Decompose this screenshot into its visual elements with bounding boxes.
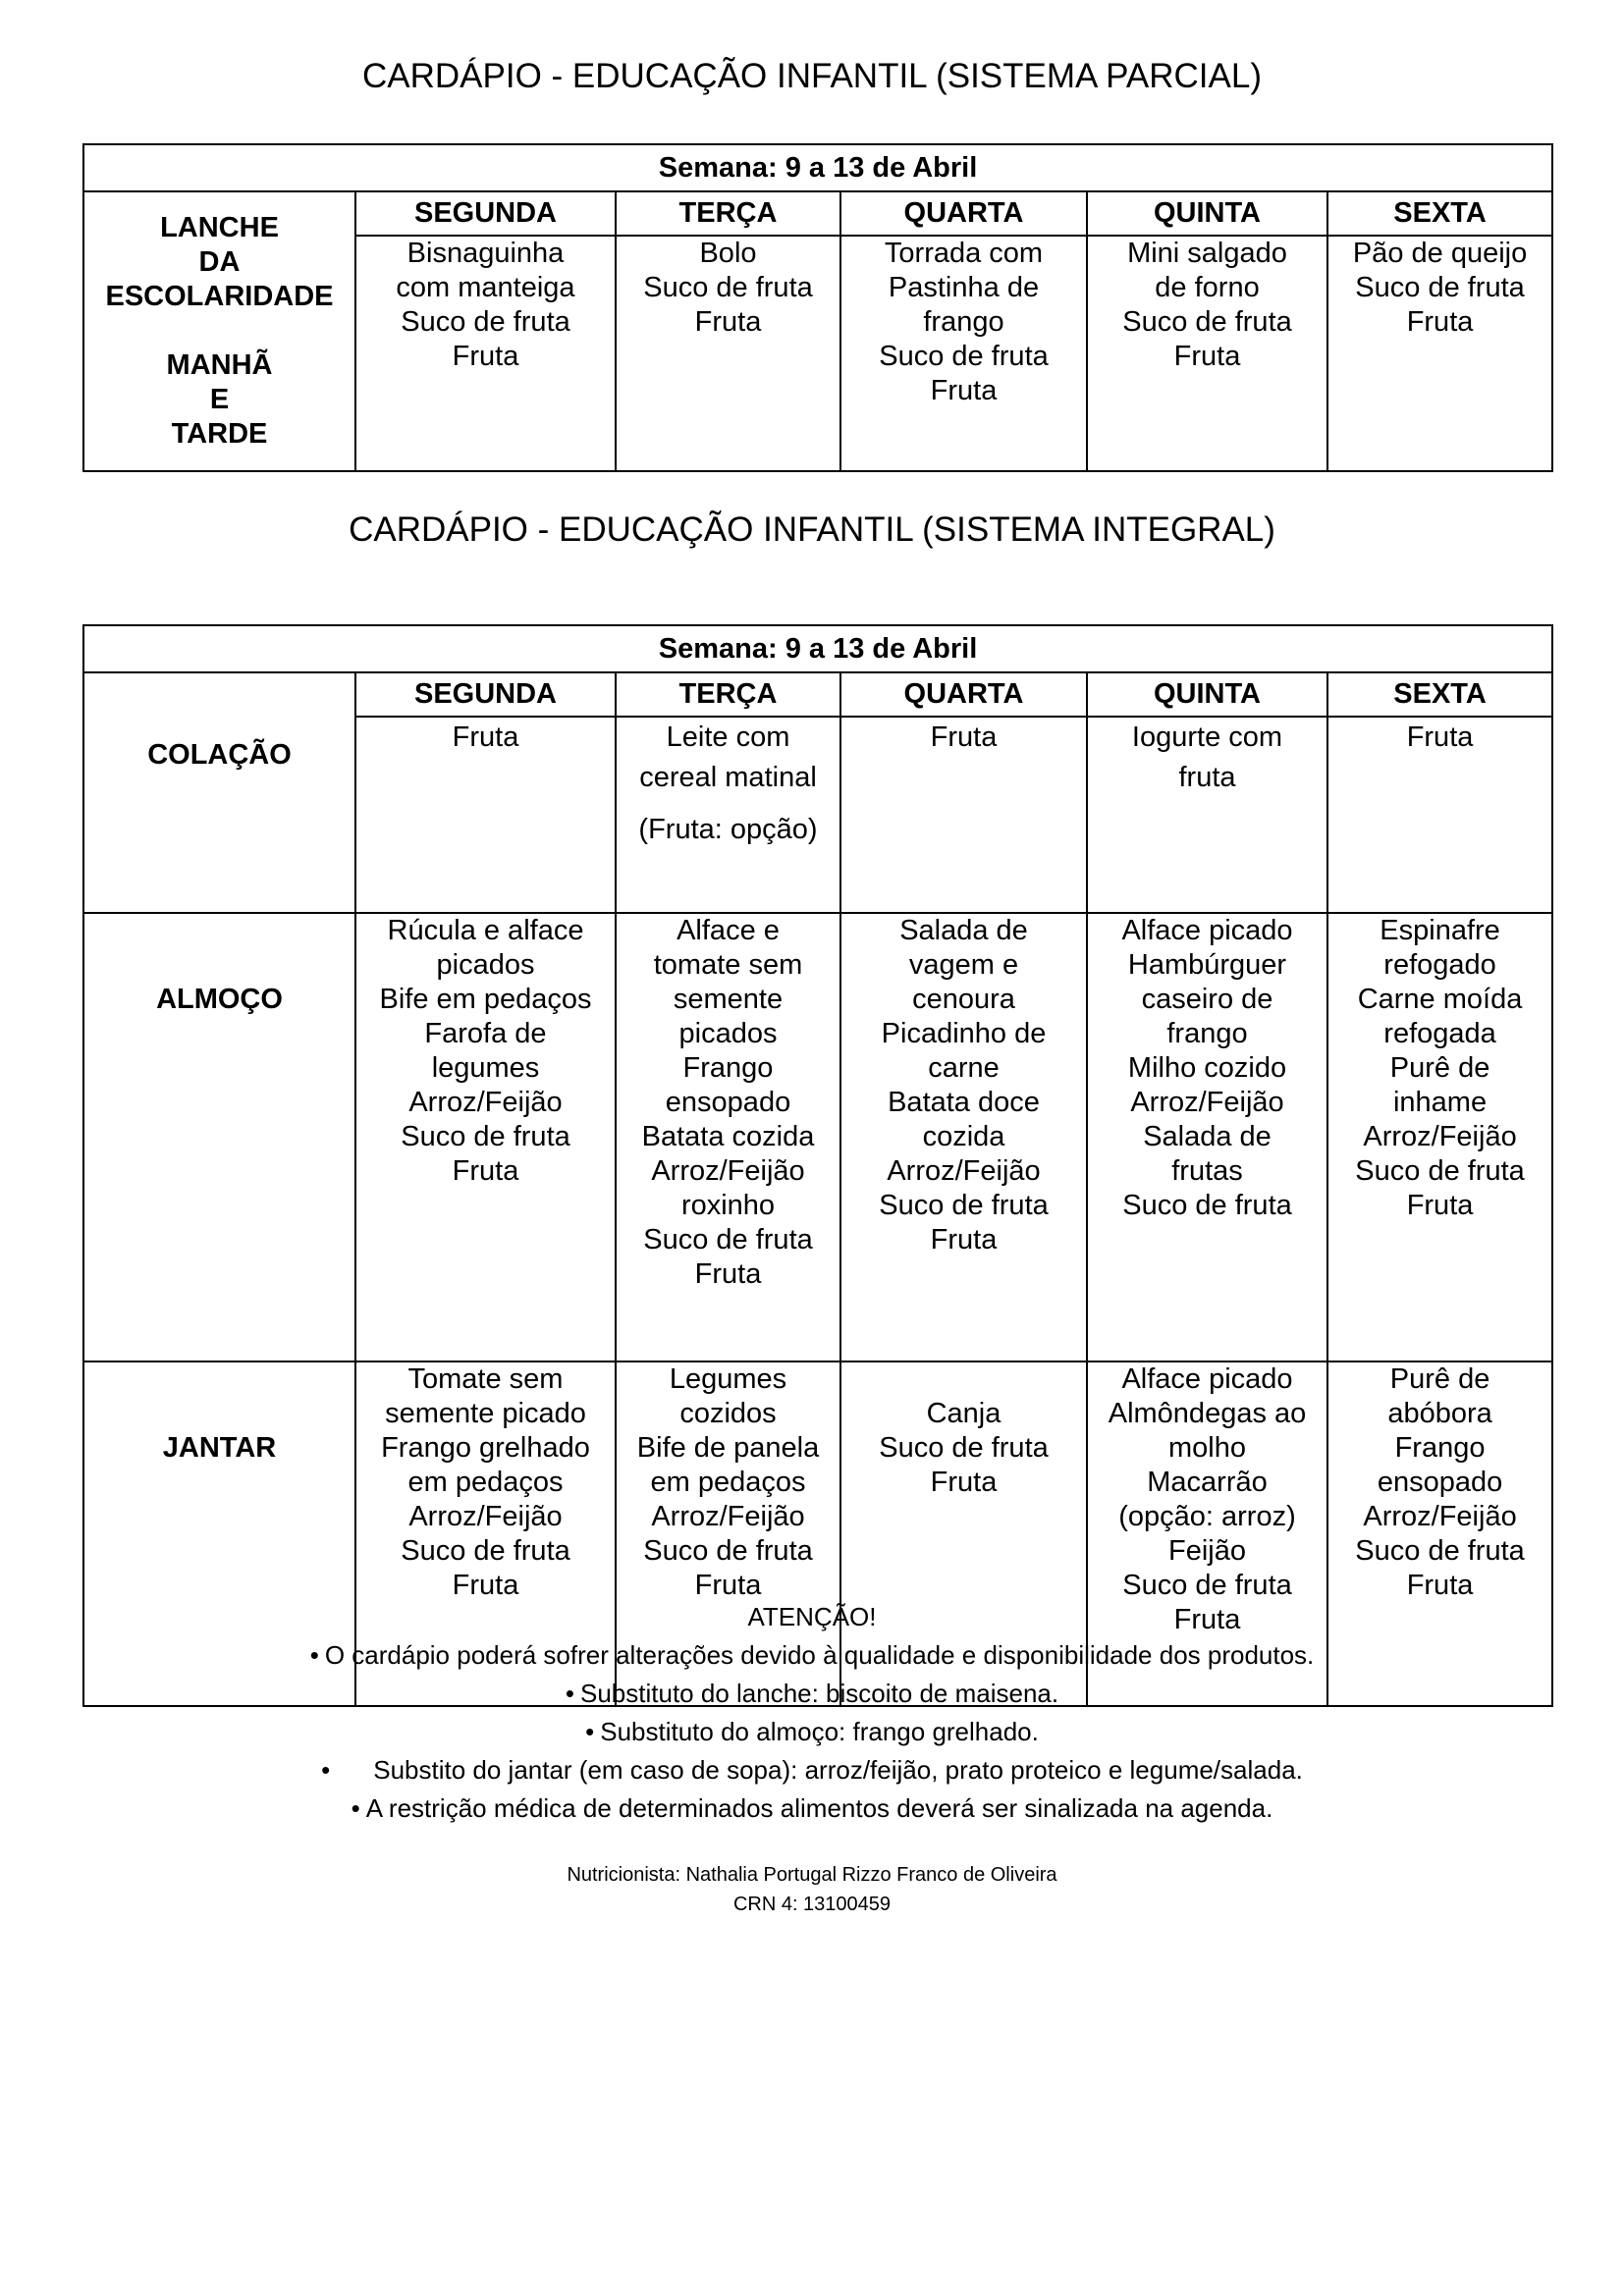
- meal-item: Leite com: [666, 721, 790, 753]
- meal-item: ensopado: [1377, 1467, 1503, 1498]
- meal-item: molho: [1168, 1432, 1246, 1464]
- meal-item: Fruta: [930, 721, 998, 753]
- meal-item: Batata cozida: [641, 1121, 815, 1152]
- meal-item: carne: [928, 1052, 1000, 1084]
- meal-item: Tomate sem: [407, 1363, 564, 1395]
- meal-item: Fruta: [452, 721, 519, 753]
- row-label-jantar: JANTAR: [83, 1362, 355, 1706]
- meal-item: Fruta: [694, 1258, 762, 1290]
- bullet-icon: •: [585, 1717, 595, 1746]
- meal-cell: [840, 236, 1087, 471]
- meal-item: (Fruta: opção): [638, 814, 818, 845]
- meal-item: Arroz/Feijão: [408, 1501, 563, 1532]
- meal-item: Arroz/Feijão: [1130, 1087, 1284, 1118]
- meal-cell: [1087, 717, 1327, 913]
- meal-cell: [1087, 913, 1327, 1362]
- row-label-line: DA: [198, 246, 241, 278]
- meal-item: Mini salgado: [1127, 238, 1287, 269]
- meal-item: refogado: [1383, 949, 1496, 981]
- meal-item: Torrada com: [884, 238, 1044, 269]
- partial-menu-table: [82, 143, 1553, 472]
- note-item: • Substito do jantar (em caso de sopa): arroz/feijão, prato proteico e legume/salada.: [321, 1755, 1303, 1785]
- meal-item: cereal matinal: [639, 762, 817, 793]
- meal-cell: [840, 913, 1087, 1362]
- partial-row-label: [83, 191, 355, 471]
- meal-item: Alface picado: [1121, 1363, 1293, 1395]
- meal-item: Fruta: [1173, 1604, 1241, 1635]
- day-header-monday: SEGUNDA: [355, 672, 616, 717]
- meal-cell: [1327, 717, 1552, 913]
- meal-item: Fruta: [1406, 1190, 1474, 1221]
- bullet-icon: •: [321, 1755, 331, 1785]
- meal-item: Canja: [926, 1398, 1001, 1429]
- meal-item: Alface e: [677, 915, 780, 946]
- meal-item: Suco de fruta: [879, 1190, 1049, 1221]
- meal-item: Pão de queijo: [1352, 238, 1528, 269]
- meal-item: Bolo: [699, 238, 757, 269]
- meal-item: picados: [678, 1018, 778, 1049]
- day-header-friday: SEXTA: [1327, 672, 1552, 717]
- meal-item: Arroz/Feijão: [651, 1501, 805, 1532]
- meal-item: Milho cozido: [1127, 1052, 1287, 1084]
- meal-item: em pedaços: [407, 1467, 564, 1498]
- meal-item: com manteiga: [396, 272, 575, 303]
- partial-week-header: Semana: 9 a 13 de Abril: [83, 144, 1552, 191]
- meal-item: Farofa de: [424, 1018, 547, 1049]
- meal-item: Macarrão: [1147, 1467, 1268, 1498]
- meal-item: Salada de: [899, 915, 1028, 946]
- row-label-almoco: ALMOÇO: [83, 913, 355, 1362]
- meal-item: Fruta: [1406, 306, 1474, 338]
- meal-item: Picadinho de: [881, 1018, 1047, 1049]
- meal-item: semente picado: [385, 1398, 586, 1429]
- row-label-line: ESCOLARIDADE: [105, 281, 334, 312]
- meal-item: frango: [1166, 1018, 1248, 1049]
- bullet-icon: •: [565, 1679, 574, 1708]
- day-header-monday: SEGUNDA: [355, 191, 616, 236]
- meal-item: caseiro de: [1141, 984, 1273, 1015]
- meal-item: tomate sem: [653, 949, 803, 981]
- note-item: • A restrição médica de determinados alimentos deverá ser sinalizada na agenda.: [351, 1793, 1273, 1823]
- meal-cell: [840, 717, 1087, 913]
- meal-cell: [1327, 236, 1552, 471]
- meal-item: Arroz/Feijão: [1363, 1121, 1517, 1152]
- meal-item: Fruta: [1173, 341, 1241, 372]
- note-item: • Substituto do lanche: biscoito de maisena.: [565, 1679, 1059, 1708]
- integral-menu-table: [82, 624, 1553, 1707]
- note-item: • Substituto do almoço: frango grelhado.: [585, 1717, 1039, 1746]
- row-label-line: MANHÃ: [166, 349, 273, 381]
- meal-item: picados: [436, 949, 535, 981]
- meal-item: Suco de fruta: [1122, 1570, 1292, 1601]
- meal-item: Legumes: [669, 1363, 787, 1395]
- row-label-colacao: COLAÇÃO: [83, 717, 355, 913]
- meal-item: Suco de fruta: [643, 1224, 813, 1255]
- meal-item: cenoura: [912, 984, 1015, 1015]
- meal-item: Fruta: [1406, 721, 1474, 753]
- meal-item: inhame: [1392, 1087, 1488, 1118]
- meal-item: Iogurte com: [1131, 721, 1283, 753]
- meal-item: (opção: arroz): [1118, 1501, 1296, 1532]
- integral-week-header: Semana: 9 a 13 de Abril: [83, 625, 1552, 672]
- attention-notes: [0, 1598, 1624, 1828]
- bullet-icon: •: [351, 1793, 360, 1823]
- meal-item: Pastinha de: [888, 272, 1040, 303]
- day-header-wednesday: QUARTA: [840, 191, 1087, 236]
- meal-item: Almôndegas ao: [1108, 1398, 1307, 1429]
- meal-item: Suco de fruta: [879, 341, 1049, 372]
- nutritionist-name: Nutricionista: Nathalia Portugal Rizzo Franco de Oliveira: [567, 1864, 1057, 1886]
- meal-item: Bife em pedaços: [379, 984, 592, 1015]
- meal-item: Suco de fruta: [401, 1121, 570, 1152]
- meal-item: Frango: [1394, 1432, 1486, 1464]
- meal-item: Suco de fruta: [1122, 1190, 1292, 1221]
- meal-item: de forno: [1155, 272, 1260, 303]
- day-header-wednesday: QUARTA: [840, 672, 1087, 717]
- meal-item: Fruta: [694, 1570, 762, 1601]
- meal-item: Suco de fruta: [879, 1432, 1049, 1464]
- meal-item: Fruta: [1406, 1570, 1474, 1601]
- meal-item: Alface picado: [1121, 915, 1293, 946]
- day-header-thursday: QUINTA: [1087, 672, 1327, 717]
- meal-item: refogada: [1383, 1018, 1496, 1049]
- meal-item: Suco de fruta: [401, 1535, 570, 1567]
- meal-item: Fruta: [452, 1155, 519, 1187]
- meal-item: ensopado: [665, 1087, 791, 1118]
- meal-item: Suco de fruta: [643, 272, 813, 303]
- meal-item: vagem e: [908, 949, 1019, 981]
- meal-item: Frango: [682, 1052, 774, 1084]
- meal-item: Suco de fruta: [1355, 272, 1525, 303]
- meal-item: Purê de: [1389, 1052, 1490, 1084]
- meal-item: Arroz/Feijão: [887, 1155, 1041, 1187]
- partial-menu-title: CARDÁPIO - EDUCAÇÃO INFANTIL (SISTEMA PARCIAL): [362, 57, 1262, 95]
- meal-item: cozida: [922, 1121, 1005, 1152]
- note-item: • O cardápio poderá sofrer alterações devido à qualidade e disponibilidade dos produtos.: [309, 1640, 1315, 1670]
- meal-item: Fruta: [930, 1224, 998, 1255]
- meal-item: abóbora: [1387, 1398, 1492, 1429]
- meal-item: Suco de fruta: [1122, 306, 1292, 338]
- meal-item: Suco de fruta: [401, 306, 570, 338]
- meal-item: Arroz/Feijão: [408, 1087, 563, 1118]
- meal-cell: [355, 913, 616, 1362]
- meal-item: Suco de fruta: [643, 1535, 813, 1567]
- meal-item: Bisnaguinha: [406, 238, 565, 269]
- meal-item: fruta: [1178, 762, 1236, 793]
- meal-item: Arroz/Feijão: [1363, 1501, 1517, 1532]
- nutritionist-crn: CRN 4: 13100459: [732, 1894, 892, 1915]
- meal-cell: [616, 236, 840, 471]
- meal-item: Carne moída: [1357, 984, 1523, 1015]
- day-header-corner: [83, 672, 355, 717]
- integral-menu-title: CARDÁPIO - EDUCAÇÃO INFANTIL (SISTEMA INTEGRAL): [349, 510, 1275, 549]
- meal-item: Batata doce: [888, 1087, 1040, 1118]
- meal-item: Arroz/Feijão: [651, 1155, 805, 1187]
- bullet-icon: •: [309, 1640, 319, 1670]
- meal-item: roxinho: [680, 1190, 776, 1221]
- meal-item: Bife de panela: [636, 1432, 820, 1464]
- meal-item: Rúcula e alface: [387, 915, 584, 946]
- meal-item: Hambúrguer: [1127, 949, 1287, 981]
- meal-cell: [1327, 913, 1552, 1362]
- meal-item: frutas: [1171, 1155, 1243, 1187]
- signature-block: [0, 1860, 1624, 1919]
- meal-item: Suco de fruta: [1355, 1155, 1525, 1187]
- meal-item: cozidos: [679, 1398, 777, 1429]
- row-label-line: E: [209, 384, 230, 415]
- meal-item: Feijão: [1168, 1535, 1246, 1567]
- row-label-line: TARDE: [171, 418, 268, 450]
- meal-item: Fruta: [930, 375, 998, 406]
- meal-item: semente: [673, 984, 784, 1015]
- day-header-tuesday: TERÇA: [616, 672, 840, 717]
- meal-item: em pedaços: [650, 1467, 806, 1498]
- meal-cell: [616, 717, 840, 913]
- day-header-friday: SEXTA: [1327, 191, 1552, 236]
- meal-cell: [1087, 236, 1327, 471]
- row-label-line: LANCHE: [160, 212, 279, 243]
- day-header-tuesday: TERÇA: [616, 191, 840, 236]
- meal-item: Frango grelhado: [381, 1432, 590, 1464]
- meal-item: Fruta: [452, 341, 519, 372]
- meal-item: Fruta: [694, 306, 762, 338]
- meal-cell: [616, 913, 840, 1362]
- meal-item: Espinafre: [1380, 915, 1500, 946]
- day-header-thursday: QUINTA: [1087, 191, 1327, 236]
- attention-title: ATENÇÃO!: [747, 1602, 877, 1631]
- meal-item: Fruta: [930, 1467, 998, 1498]
- meal-cell: [355, 236, 616, 471]
- meal-item: Purê de: [1389, 1363, 1490, 1395]
- meal-item: Suco de fruta: [1355, 1535, 1525, 1567]
- meal-item: Fruta: [452, 1570, 519, 1601]
- meal-item: Salada de: [1143, 1121, 1272, 1152]
- meal-item: frango: [923, 306, 1004, 338]
- meal-cell: [355, 717, 616, 913]
- meal-item: legumes: [431, 1052, 540, 1084]
